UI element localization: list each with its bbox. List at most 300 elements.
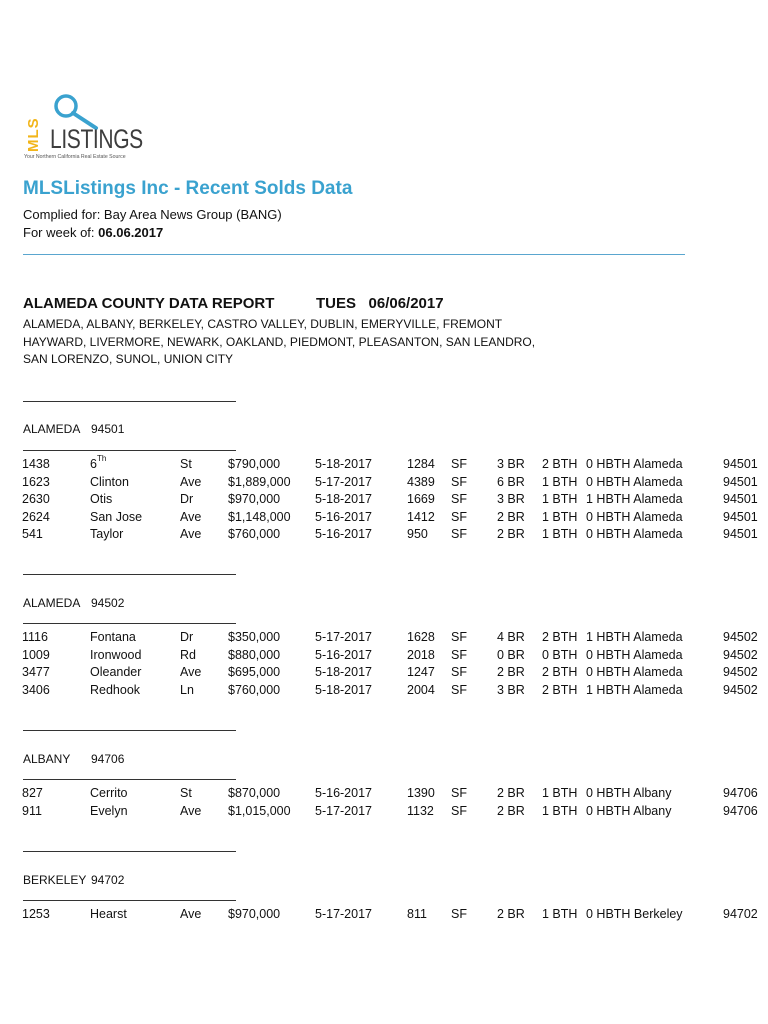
- cell-zip: [723, 527, 758, 541]
- cell-sqft: [407, 475, 435, 489]
- cell-hb: [586, 648, 683, 662]
- cell-zip-text: 94502: [723, 630, 758, 644]
- section-zip: 94501: [91, 422, 125, 436]
- cell-street-text: Otis: [90, 492, 113, 506]
- cell-br-text: 2 BR: [497, 509, 525, 524]
- cell-type-text: Ave: [180, 665, 202, 679]
- cell-hb-text: 0 HBTH Albany: [586, 803, 672, 818]
- logo-wordmark: LISTINGS: [50, 124, 143, 154]
- cell-street-text: Redhook: [90, 682, 141, 697]
- cell-zip-text: 94502: [723, 665, 758, 679]
- cell-sqft-text: 950: [407, 527, 428, 541]
- cell-type: [180, 786, 192, 800]
- cell-num-text: 3406: [22, 682, 50, 697]
- cell-bth: [542, 510, 577, 524]
- cell-br-text: 6 BR: [497, 474, 525, 489]
- section-divider: [23, 623, 236, 624]
- cell-date-text: 5-17-2017: [315, 474, 372, 489]
- cell-sqft-text: 1412: [407, 509, 435, 524]
- cell-price-text: $970,000: [228, 907, 281, 921]
- section-zip: 94706: [91, 752, 125, 766]
- cell-hb: [586, 804, 671, 818]
- cell-sf: [451, 786, 467, 800]
- cell-price: [228, 665, 280, 679]
- cell-price: [228, 510, 291, 524]
- table-row: [0, 907, 768, 924]
- cell-date: [315, 683, 372, 697]
- cell-sf: [451, 907, 467, 921]
- week-of: [23, 225, 163, 240]
- cell-date: [315, 786, 372, 800]
- cell-br: [497, 527, 525, 541]
- cell-sqft-text: 1669: [407, 492, 435, 506]
- cell-date-text: 5-17-2017: [315, 907, 372, 921]
- cell-type-text: Ave: [180, 907, 202, 921]
- cell-br: [497, 630, 525, 644]
- cell-sf: [451, 630, 467, 644]
- cell-zip-text: 94501: [723, 527, 758, 541]
- table-row: [0, 786, 768, 803]
- cell-price: [228, 492, 280, 506]
- cell-bth-text: 2 BTH: [542, 665, 578, 679]
- cell-street: [90, 527, 123, 541]
- cell-street: [90, 492, 112, 506]
- cell-hb-text: 0 HBTH Alameda: [586, 474, 683, 489]
- cell-br-text: 2 BR: [497, 527, 525, 541]
- cell-date: [315, 804, 372, 818]
- section-divider: [23, 900, 236, 901]
- cell-date-text: 5-17-2017: [315, 803, 372, 818]
- cell-sf: [451, 527, 467, 541]
- cell-sqft: [407, 648, 435, 662]
- cell-num: [22, 804, 42, 818]
- cell-br-text: 2 BR: [497, 803, 525, 818]
- section-zip: 94702: [91, 873, 125, 887]
- cell-price: [228, 804, 291, 818]
- week-value: 06.06.2017: [98, 225, 164, 240]
- cell-bth: [542, 527, 577, 541]
- cell-bth: [542, 492, 577, 506]
- cell-type: [180, 648, 196, 662]
- cell-date: [315, 907, 372, 921]
- cell-date-text: 5-18-2017: [315, 492, 372, 506]
- cell-sqft: [407, 527, 428, 541]
- cell-br: [497, 648, 525, 662]
- mlslistings-logo: [22, 92, 152, 164]
- cell-street-text: Clinton: [90, 474, 129, 489]
- cell-hb: [586, 683, 683, 697]
- cell-sf-text: SF: [451, 647, 467, 662]
- section-city: ALAMEDA: [23, 422, 81, 436]
- cell-hb-text: 0 HBTH Alameda: [586, 527, 683, 541]
- cell-br-text: 2 BR: [497, 907, 525, 921]
- cell-sf: [451, 492, 467, 506]
- cell-bth-text: 1 BTH: [542, 492, 578, 506]
- cell-br: [497, 475, 525, 489]
- cell-sf-text: SF: [451, 665, 467, 679]
- page-title: MLSListings Inc - Recent Solds Data: [23, 178, 353, 199]
- cell-sqft-text: 1247: [407, 665, 435, 679]
- section-heading: [23, 752, 125, 766]
- cell-num-text: 2624: [22, 509, 50, 524]
- cell-bth-text: 0 BTH: [542, 647, 578, 662]
- cell-sqft: [407, 665, 435, 679]
- cell-zip-text: 94702: [723, 907, 758, 921]
- cell-zip: [723, 907, 758, 921]
- cell-sf-text: SF: [451, 474, 467, 489]
- section-heading: [23, 596, 125, 610]
- cell-hb: [586, 510, 683, 524]
- cell-sqft-text: 1390: [407, 786, 435, 800]
- cell-num-text: 1009: [22, 647, 50, 662]
- cell-type-text: Ave: [180, 527, 202, 541]
- cell-price-text: $880,000: [228, 647, 281, 662]
- cell-type-text: Ave: [180, 509, 202, 524]
- cell-hb-text: 1 HBTH Alameda: [586, 630, 683, 644]
- cell-price: [228, 907, 280, 921]
- cell-sqft-text: 1628: [407, 630, 435, 644]
- cell-street-text: Hearst: [90, 907, 127, 921]
- cell-price: [228, 683, 280, 697]
- cell-bth-text: 1 BTH: [542, 786, 578, 800]
- cell-sf: [451, 683, 467, 697]
- cell-date-text: 5-16-2017: [315, 527, 372, 541]
- cell-br-text: 2 BR: [497, 786, 525, 800]
- cell-zip: [723, 683, 758, 697]
- cell-price-text: $350,000: [228, 630, 281, 644]
- cell-sf-text: SF: [451, 682, 467, 697]
- section-city: ALAMEDA: [23, 596, 81, 610]
- cell-street: [90, 475, 129, 489]
- cell-hb-text: 1 HBTH Alameda: [586, 492, 683, 506]
- cell-type: [180, 665, 201, 679]
- section-divider: [23, 730, 236, 731]
- cell-price: [228, 630, 280, 644]
- cell-sqft-text: 2018: [407, 647, 435, 662]
- cell-hb: [586, 907, 683, 921]
- cell-street-text: Cerrito: [90, 786, 128, 800]
- city-list: [23, 316, 543, 369]
- cell-street-text: Taylor: [90, 527, 124, 541]
- cell-hb-text: 0 HBTH Alameda: [586, 665, 683, 679]
- cell-street: [90, 786, 128, 800]
- cell-date: [315, 492, 372, 506]
- cell-street-text: San Jose: [90, 509, 143, 524]
- cell-price: [228, 786, 280, 800]
- cell-type-text: Ln: [180, 682, 194, 697]
- cell-br: [497, 510, 525, 524]
- cell-price-text: $760,000: [228, 527, 281, 541]
- cell-street-text: Fontana: [90, 630, 136, 644]
- section-zip: 94502: [91, 596, 125, 610]
- cell-price: [228, 475, 291, 489]
- cell-hb: [586, 630, 683, 644]
- cell-type-text: Dr: [180, 630, 194, 644]
- cell-type: [180, 475, 201, 489]
- cell-zip: [723, 492, 758, 506]
- table-row: [0, 804, 768, 821]
- cell-street: [90, 683, 140, 697]
- cell-sf: [451, 475, 467, 489]
- week-label: For week of:: [23, 225, 95, 240]
- cell-date-text: 5-16-2017: [315, 509, 372, 524]
- cell-date: [315, 648, 372, 662]
- cell-hb: [586, 457, 683, 471]
- cell-sf: [451, 510, 467, 524]
- cell-hb-text: 1 HBTH Alameda: [586, 682, 683, 697]
- cell-type: [180, 683, 194, 697]
- cell-hb-text: 0 HBTH Alameda: [586, 509, 683, 524]
- cell-num-text: 827: [22, 786, 43, 800]
- cell-type-text: Dr: [180, 492, 194, 506]
- cell-num: [22, 648, 50, 662]
- cell-zip-text: 94502: [723, 647, 758, 662]
- cell-price-text: $870,000: [228, 786, 281, 800]
- table-row: [0, 683, 768, 700]
- cell-sqft-text: 2004: [407, 682, 435, 697]
- cell-bth: [542, 648, 577, 662]
- cell-date: [315, 665, 372, 679]
- cell-num-text: 541: [22, 527, 43, 541]
- cell-hb: [586, 527, 683, 541]
- cell-type: [180, 510, 201, 524]
- cell-sf-text: SF: [451, 786, 467, 800]
- cell-price-text: $1,889,000: [228, 474, 291, 489]
- cell-zip: [723, 630, 758, 644]
- cell-price: [228, 648, 280, 662]
- cell-sf: [451, 648, 467, 662]
- cell-zip-text: 94706: [723, 803, 758, 818]
- table-row: [0, 454, 768, 474]
- cell-br-text: 2 BR: [497, 665, 525, 679]
- cell-price-text: $1,015,000: [228, 803, 291, 818]
- cell-date: [315, 630, 372, 644]
- cell-bth: [542, 665, 577, 679]
- cell-num: [22, 683, 50, 697]
- section-heading: [23, 422, 125, 436]
- table-row: [0, 475, 768, 492]
- cell-street: [90, 454, 107, 471]
- cell-bth: [542, 630, 577, 644]
- cell-num: [22, 510, 50, 524]
- cell-hb-text: 0 HBTH Berkeley: [586, 907, 683, 921]
- cell-bth-text: 1 BTH: [542, 474, 578, 489]
- cell-date-text: 5-18-2017: [315, 665, 372, 679]
- cell-bth-text: 1 BTH: [542, 509, 578, 524]
- cell-br-text: 3 BR: [497, 682, 525, 697]
- cell-date-text: 5-18-2017: [315, 457, 372, 471]
- cell-br: [497, 665, 525, 679]
- cell-sqft-text: 1132: [407, 803, 434, 818]
- logo-mark: MLS: [25, 117, 42, 152]
- report-heading: ALAMEDA COUNTY DATA REPORT: [23, 295, 275, 312]
- cell-street: [90, 630, 136, 644]
- cell-street-text: Oleander: [90, 665, 142, 679]
- cell-sf-text: SF: [451, 492, 467, 506]
- section-city: BERKELEY: [23, 873, 87, 887]
- cell-bth-text: 2 BTH: [542, 457, 578, 471]
- cell-sqft: [407, 804, 434, 818]
- logo-tagline: Your Northern California Real Estate Source: [24, 154, 126, 160]
- cell-zip: [723, 475, 758, 489]
- cell-type-text: St: [180, 786, 192, 800]
- table-row: [0, 510, 768, 527]
- cell-num: [22, 527, 43, 541]
- cell-type: [180, 527, 201, 541]
- cell-num: [22, 630, 48, 644]
- cell-hb: [586, 492, 683, 506]
- cell-date-text: 5-16-2017: [315, 786, 372, 800]
- cell-bth: [542, 786, 577, 800]
- cell-hb-text: 0 HBTH Alameda: [586, 647, 683, 662]
- cell-zip: [723, 786, 758, 800]
- cell-num: [22, 665, 50, 679]
- cell-zip-text: 94706: [723, 786, 758, 800]
- cell-date-text: 5-18-2017: [315, 682, 372, 697]
- cell-zip-text: 94501: [723, 457, 758, 471]
- cell-sf-text: SF: [451, 509, 467, 524]
- cell-type-text: St: [180, 457, 192, 471]
- cell-br-text: 3 BR: [497, 457, 525, 471]
- cell-price: [228, 527, 280, 541]
- cell-num: [22, 457, 50, 471]
- city-line: HAYWARD, LIVERMORE, NEWARK, OAKLAND, PIEDMONT, PLEASANTON, SAN LEANDRO,: [23, 334, 536, 349]
- cell-sf-text: SF: [451, 907, 467, 921]
- cell-zip-text: 94501: [723, 492, 758, 506]
- cell-sf-text: SF: [451, 527, 467, 541]
- compiled-for: Complied for: Bay Area News Group (BANG): [23, 207, 282, 222]
- section-divider: [23, 450, 236, 451]
- cell-bth: [542, 804, 577, 818]
- cell-num-text: 1253: [22, 907, 50, 921]
- cell-type: [180, 457, 192, 471]
- cell-street: [90, 648, 141, 662]
- cell-zip-text: 94501: [723, 474, 758, 489]
- cell-sqft: [407, 492, 435, 506]
- cell-type-text: Ave: [180, 803, 202, 818]
- cell-bth: [542, 457, 577, 471]
- table-row: [0, 648, 768, 665]
- cell-br-text: 0 BR: [497, 647, 525, 662]
- cell-street: [90, 907, 127, 921]
- cell-bth-text: 1 BTH: [542, 527, 578, 541]
- cell-bth-text: 1 BTH: [542, 803, 578, 818]
- cell-bth: [542, 907, 577, 921]
- cell-type: [180, 492, 193, 506]
- cell-num: [22, 907, 50, 921]
- cell-sqft: [407, 630, 435, 644]
- cell-br-text: 4 BR: [497, 630, 525, 644]
- cell-sqft: [407, 510, 435, 524]
- section-divider: [23, 574, 236, 575]
- cell-date-text: 5-17-2017: [315, 630, 372, 644]
- cell-street: [90, 510, 142, 524]
- cell-zip: [723, 457, 758, 471]
- cell-sqft-text: 1284: [407, 457, 435, 471]
- cell-bth-text: 1 BTH: [542, 907, 578, 921]
- table-row: [0, 665, 768, 682]
- section-heading: [23, 873, 125, 887]
- cell-sf-text: SF: [451, 630, 467, 644]
- cell-br: [497, 804, 525, 818]
- cell-price-text: $970,000: [228, 492, 281, 506]
- cell-num-text: 1116: [22, 630, 48, 644]
- cell-br: [497, 492, 525, 506]
- section-city: ALBANY: [23, 752, 71, 766]
- cell-sqft: [407, 683, 435, 697]
- cell-br: [497, 907, 525, 921]
- cell-type-text: Ave: [180, 474, 202, 489]
- cell-zip: [723, 665, 758, 679]
- cell-price-text: $695,000: [228, 665, 281, 679]
- section-divider: [23, 851, 236, 852]
- cell-num-text: 2630: [22, 492, 50, 506]
- cell-br: [497, 786, 525, 800]
- cell-zip: [723, 648, 758, 662]
- report-date: TUES 06/06/2017: [316, 295, 444, 312]
- cell-sqft: [407, 786, 435, 800]
- cell-date: [315, 475, 372, 489]
- cell-street: [90, 665, 141, 679]
- cell-num: [22, 492, 50, 506]
- cell-num-text: 1623: [22, 474, 50, 489]
- cell-num: [22, 475, 50, 489]
- cell-sf: [451, 457, 467, 471]
- header-divider: [23, 254, 685, 255]
- cell-sf-text: SF: [451, 803, 467, 818]
- cell-hb-text: 0 HBTH Alameda: [586, 457, 683, 471]
- cell-type: [180, 630, 193, 644]
- city-line: SAN LORENZO, SUNOL, UNION CITY: [23, 352, 234, 366]
- cell-zip-text: 94501: [723, 509, 758, 524]
- cell-sqft: [407, 907, 427, 921]
- cell-sqft-text: 4389: [407, 474, 435, 489]
- cell-price: [228, 457, 280, 471]
- cell-zip-text: 94502: [723, 682, 758, 697]
- cell-type-text: Rd: [180, 647, 196, 662]
- cell-hb: [586, 665, 683, 679]
- cell-date: [315, 527, 372, 541]
- cell-br: [497, 457, 525, 471]
- section-divider: [23, 779, 236, 780]
- cell-sf: [451, 665, 467, 679]
- table-row: [0, 527, 768, 544]
- cell-type: [180, 804, 201, 818]
- cell-bth-text: 2 BTH: [542, 630, 578, 644]
- cell-num: [22, 786, 43, 800]
- cell-hb: [586, 786, 671, 800]
- cell-street-text: Evelyn: [90, 803, 128, 818]
- cell-num-text: 911: [22, 803, 42, 818]
- cell-street-text: 6: [90, 457, 97, 471]
- cell-bth: [542, 683, 577, 697]
- cell-date: [315, 510, 372, 524]
- street-ordinal: Th: [96, 454, 107, 463]
- cell-sqft: [407, 457, 435, 471]
- section-divider: [23, 401, 236, 402]
- cell-street-text: Ironwood: [90, 647, 142, 662]
- table-row: [0, 492, 768, 509]
- cell-num-text: 1438: [22, 457, 50, 471]
- cell-zip: [723, 804, 758, 818]
- cell-date-text: 5-16-2017: [315, 647, 372, 662]
- table-row: [0, 630, 768, 647]
- cell-street: [90, 804, 128, 818]
- cell-hb: [586, 475, 683, 489]
- cell-hb-text: 0 HBTH Albany: [586, 786, 672, 800]
- cell-zip: [723, 510, 758, 524]
- cell-br-text: 3 BR: [497, 492, 525, 506]
